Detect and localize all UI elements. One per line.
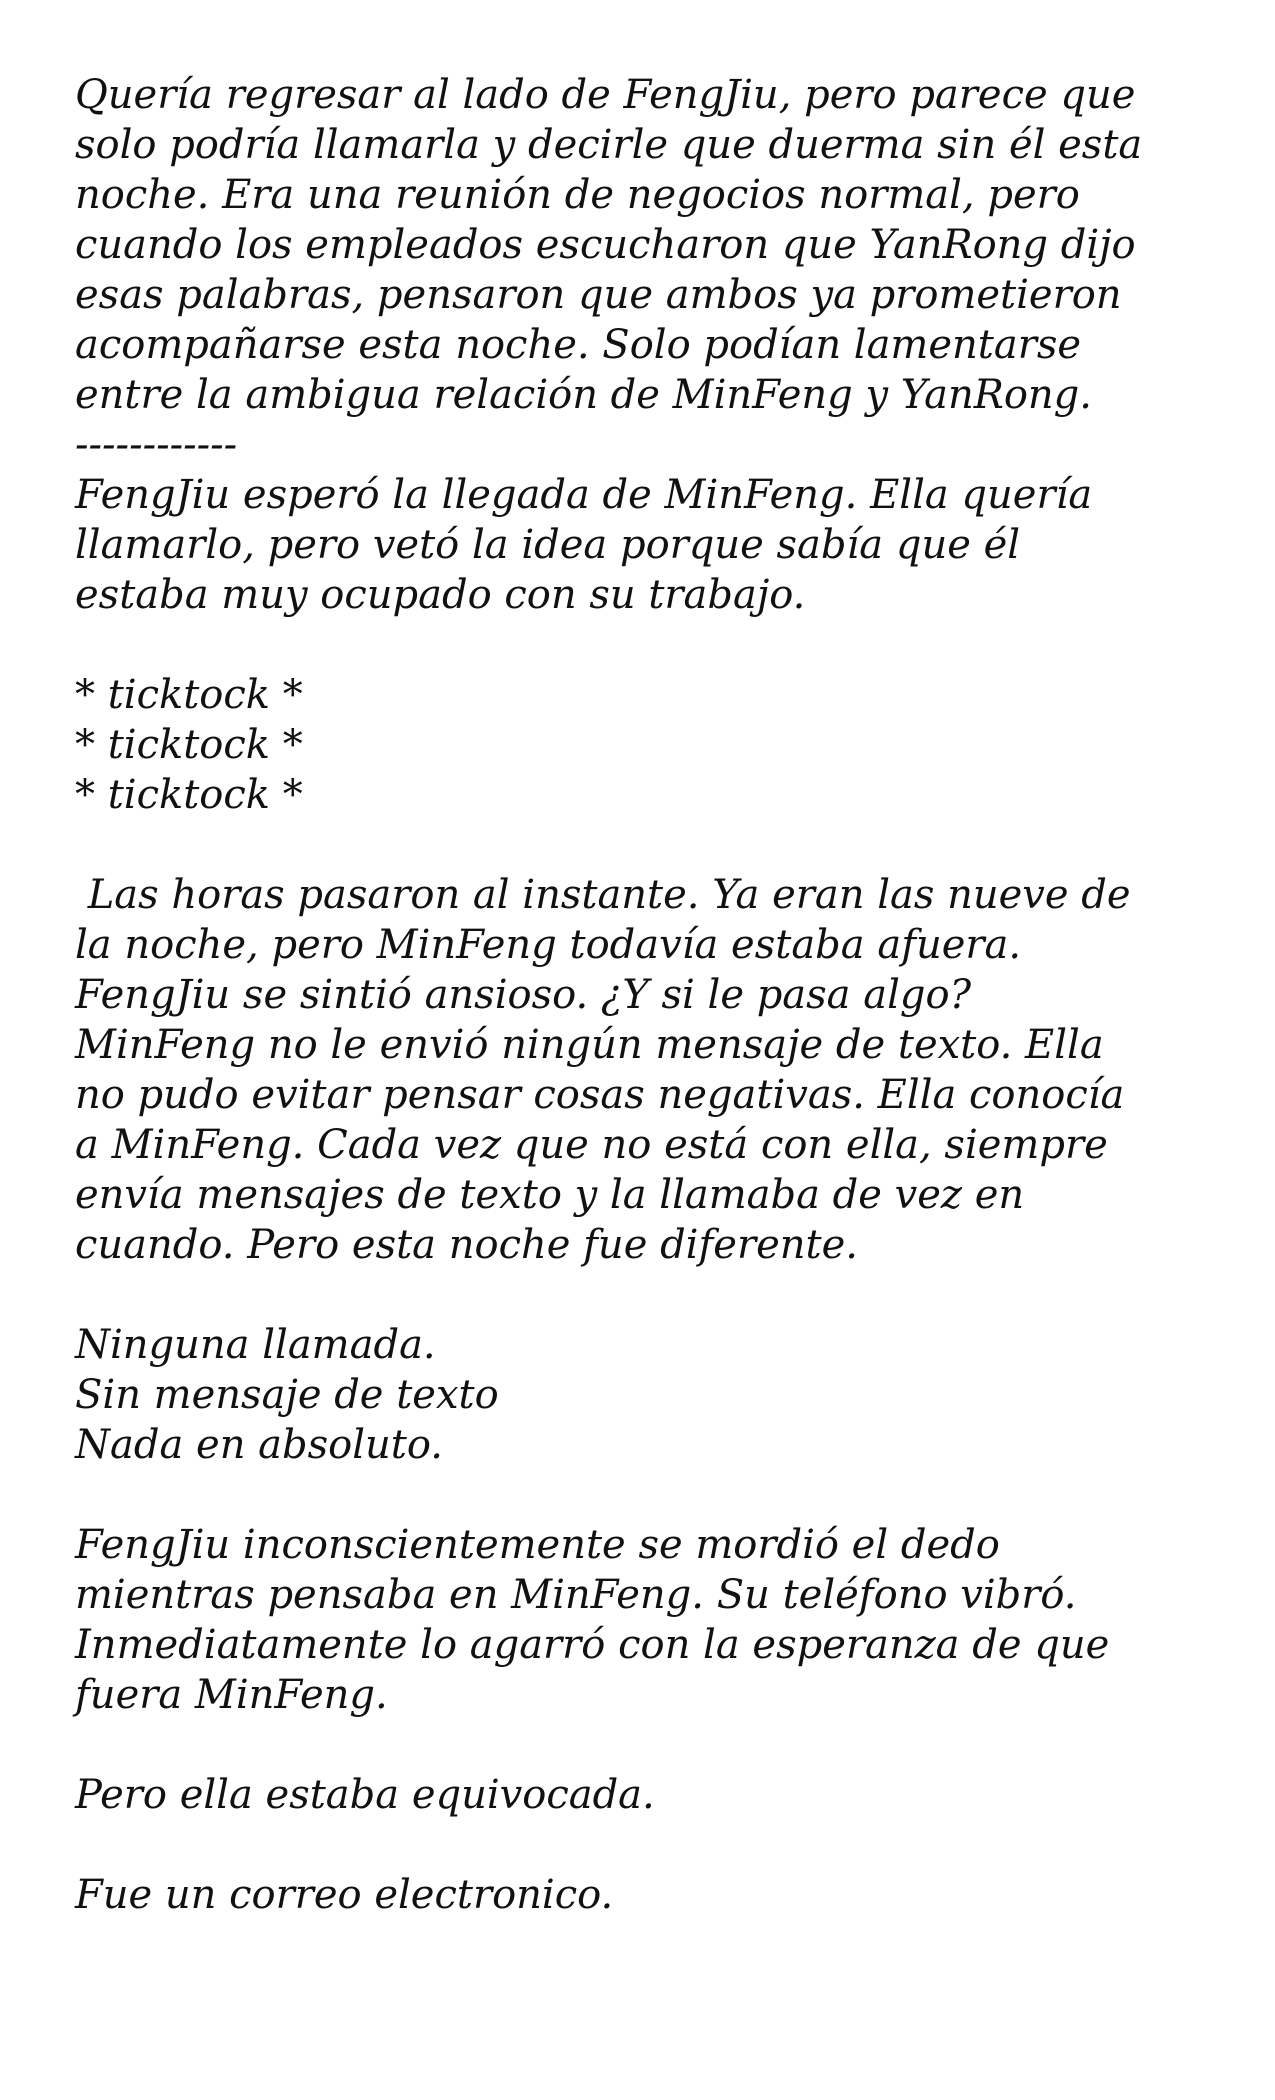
text-line: no pudo evitar pensar cosas negativas. Ella conocía (75, 1072, 1125, 1118)
text-line: FengJiu se sintió ansioso. ¿Y si le pasa algo? (75, 972, 972, 1018)
text-line: Ninguna llamada. (75, 1322, 436, 1368)
paragraph (75, 1770, 1225, 1820)
text-line: cuando los empleados escucharon que YanRong dijo (75, 222, 1136, 268)
paragraph-gap (75, 1820, 1225, 1870)
section-divider: ------------ (75, 422, 238, 468)
paragraph (75, 1870, 1225, 1920)
paragraph-gap (75, 1720, 1225, 1770)
text-line: a MinFeng. Cada vez que no está con ella, siempre (75, 1122, 1108, 1168)
text-line: mientras pensaba en MinFeng. Su teléfono vibró. (75, 1572, 1077, 1618)
text-line: * ticktock * (75, 722, 303, 768)
text-line: MinFeng no le envió ningún mensaje de texto. Ella (75, 1022, 1104, 1068)
paragraph-gap (75, 1470, 1225, 1520)
text-line: Sin mensaje de texto (75, 1372, 499, 1418)
text-line: solo podría llamarla y decirle que duerma sin él esta (75, 122, 1143, 168)
paragraph-gap (75, 820, 1225, 870)
text-line: Inmediatamente lo agarró con la esperanza de que (75, 1622, 1110, 1668)
text-line: FengJiu esperó la llegada de MinFeng. Ella quería (75, 472, 1093, 518)
story-text (75, 70, 1225, 1920)
paragraph (75, 870, 1225, 1270)
text-line: Las horas pasaron al instante. Ya eran las nueve de (75, 872, 1131, 918)
text-line: esas palabras, pensaron que ambos ya prometieron (75, 272, 1122, 318)
text-line: fuera MinFeng. (75, 1672, 388, 1718)
paragraph (75, 1520, 1225, 1720)
text-line: * ticktock * (75, 772, 303, 818)
text-line: FengJiu inconscientemente se mordió el dedo (75, 1522, 1000, 1568)
paragraph-gap (75, 1270, 1225, 1320)
text-line: Pero ella estaba equivocada. (75, 1772, 655, 1818)
text-line: la noche, pero MinFeng todavía estaba afuera. (75, 922, 1022, 968)
text-line: estaba muy ocupado con su trabajo. (75, 572, 806, 618)
text-line: cuando. Pero esta noche fue diferente. (75, 1222, 858, 1268)
paragraph (75, 1320, 1225, 1470)
text-line: Fue un correo electronico. (75, 1872, 614, 1918)
text-line: Nada en absoluto. (75, 1422, 443, 1468)
paragraph (75, 70, 1225, 620)
paragraph (75, 670, 1225, 820)
paragraph-gap (75, 620, 1225, 670)
text-line: acompañarse esta noche. Solo podían lamentarse (75, 322, 1082, 368)
text-line: entre la ambigua relación de MinFeng y YanRong. (75, 372, 1092, 418)
text-line: envía mensajes de texto y la llamaba de vez en (75, 1172, 1025, 1218)
text-line: llamarlo, pero vetó la idea porque sabía que él (75, 522, 1021, 568)
text-line: noche. Era una reunión de negocios normal, pero (75, 172, 1080, 218)
text-line: Quería regresar al lado de FengJiu, pero parece que (75, 72, 1136, 118)
text-line: * ticktock * (75, 672, 303, 718)
